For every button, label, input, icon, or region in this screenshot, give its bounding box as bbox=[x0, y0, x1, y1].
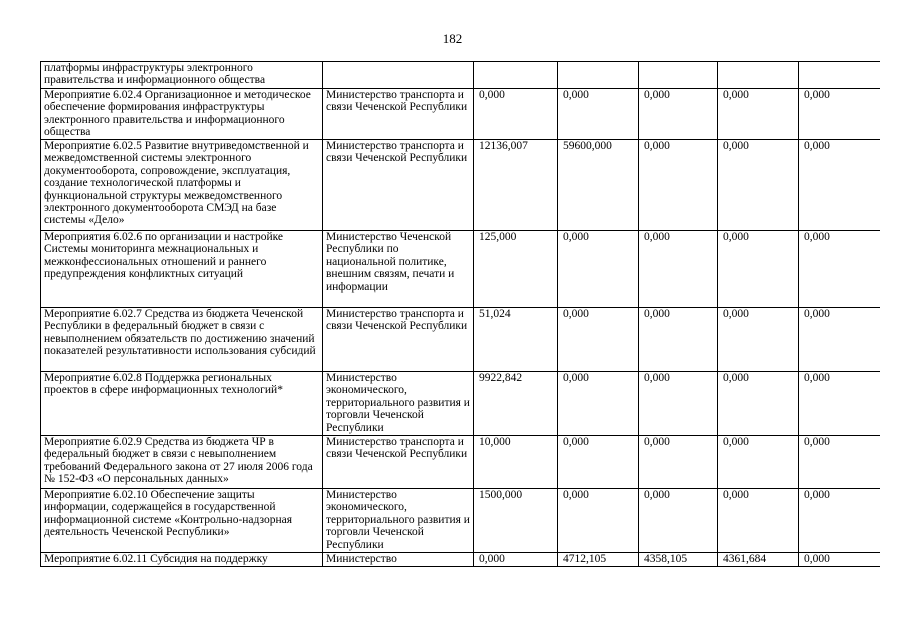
value-cell: 0,000 bbox=[474, 553, 558, 567]
table-row bbox=[41, 89, 881, 140]
value-cell: 0,000 bbox=[799, 553, 881, 567]
value-cell: 51,024 bbox=[474, 308, 558, 372]
value-cell: 59600,000 bbox=[558, 140, 639, 231]
value-cell: 4712,105 bbox=[558, 553, 639, 567]
activity-cell: Мероприятие 6.02.5 Развитие внутриведомственной и межведомственной системы электронного документооборота, сопровождение, эксплуатация, создание технологической платформы и функциональной структуры межведомственного электронного документооборота СМЭД на базе системы «Дело» bbox=[41, 140, 323, 231]
value-cell: 9922,842 bbox=[474, 372, 558, 436]
value-cell: 0,000 bbox=[474, 89, 558, 140]
value-cell: 125,000 bbox=[474, 231, 558, 308]
table-row bbox=[41, 553, 881, 567]
value-cell: 0,000 bbox=[718, 489, 799, 553]
value-cell bbox=[718, 62, 799, 89]
value-cell: 0,000 bbox=[799, 372, 881, 436]
value-cell: 0,000 bbox=[799, 489, 881, 553]
value-cell: 0,000 bbox=[799, 89, 881, 140]
value-cell bbox=[558, 62, 639, 89]
executor-cell: Министерство bbox=[323, 553, 474, 567]
activity-cell: Мероприятие 6.02.8 Поддержка региональных проектов в сфере информационных технологий* bbox=[41, 372, 323, 436]
value-cell bbox=[799, 62, 881, 89]
activity-cell: Мероприятия 6.02.6 по организации и настройке Системы мониторинга межнациональных и межконфессиональных отношений и раннего предупреждения конфликтных ситуаций bbox=[41, 231, 323, 308]
value-cell: 4361,684 bbox=[718, 553, 799, 567]
activity-cell: платформы инфраструктуры электронного правительства и информационного общества bbox=[41, 62, 323, 89]
value-cell: 0,000 bbox=[718, 372, 799, 436]
document-table-container bbox=[40, 61, 880, 569]
value-cell: 12136,007 bbox=[474, 140, 558, 231]
value-cell: 4358,105 bbox=[639, 553, 718, 567]
executor-cell: Министерство экономического, территориального развития и торговли Чеченской Республики bbox=[323, 489, 474, 553]
value-cell: 0,000 bbox=[799, 140, 881, 231]
value-cell: 0,000 bbox=[558, 489, 639, 553]
value-cell: 0,000 bbox=[718, 436, 799, 489]
activity-cell: Мероприятие 6.02.10 Обеспечение защиты информации, содержащейся в государственной информационной системе «Контрольно-надзорная деятельность Чеченской Республики» bbox=[41, 489, 323, 553]
value-cell: 0,000 bbox=[718, 140, 799, 231]
table-row bbox=[41, 308, 881, 372]
value-cell: 0,000 bbox=[639, 140, 718, 231]
executor-cell: Министерство транспорта и связи Чеченской Республики bbox=[323, 140, 474, 231]
activity-cell: Мероприятие 6.02.7 Средства из бюджета Чеченской Республики в федеральный бюджет в связи с невыполнением обязательств по достижению значений показателей результативности использования субсидий bbox=[41, 308, 323, 372]
table-row bbox=[41, 489, 881, 553]
value-cell: 0,000 bbox=[639, 489, 718, 553]
executor-cell: Министерство экономического, территориального развития и торговли Чеченской Республики bbox=[323, 372, 474, 436]
table-row bbox=[41, 372, 881, 436]
value-cell: 1500,000 bbox=[474, 489, 558, 553]
value-cell bbox=[639, 62, 718, 89]
value-cell: 0,000 bbox=[799, 436, 881, 489]
value-cell: 0,000 bbox=[718, 231, 799, 308]
executor-cell: Министерство транспорта и связи Чеченской Республики bbox=[323, 308, 474, 372]
value-cell: 0,000 bbox=[639, 372, 718, 436]
page-number: 182 bbox=[442, 31, 463, 46]
value-cell: 0,000 bbox=[718, 89, 799, 140]
value-cell: 0,000 bbox=[639, 89, 718, 140]
value-cell: 0,000 bbox=[558, 89, 639, 140]
value-cell bbox=[474, 62, 558, 89]
activity-cell: Мероприятие 6.02.4 Организационное и методическое обеспечение формирования инфраструктуры электронного правительства и информационного общества bbox=[41, 89, 323, 140]
value-cell: 0,000 bbox=[718, 308, 799, 372]
table-row bbox=[41, 436, 881, 489]
table-row bbox=[41, 140, 881, 231]
value-cell: 0,000 bbox=[799, 231, 881, 308]
executor-cell bbox=[323, 62, 474, 89]
executor-cell: Министерство транспорта и связи Чеченской Республики bbox=[323, 89, 474, 140]
table-row bbox=[41, 231, 881, 308]
value-cell: 10,000 bbox=[474, 436, 558, 489]
activity-cell: Мероприятие 6.02.11 Субсидия на поддержку bbox=[41, 553, 323, 567]
value-cell: 0,000 bbox=[558, 436, 639, 489]
table-row bbox=[41, 62, 881, 89]
value-cell: 0,000 bbox=[558, 308, 639, 372]
value-cell: 0,000 bbox=[639, 308, 718, 372]
executor-cell: Министерство транспорта и связи Чеченской Республики bbox=[323, 436, 474, 489]
budget-table bbox=[40, 61, 880, 567]
value-cell: 0,000 bbox=[558, 372, 639, 436]
value-cell: 0,000 bbox=[639, 231, 718, 308]
value-cell: 0,000 bbox=[639, 436, 718, 489]
activity-cell: Мероприятие 6.02.9 Средства из бюджета ЧР в федеральный бюджет в связи с невыполнением требований Федерального закона от 27 июля 2006 года № 152-ФЗ «О персональных данных» bbox=[41, 436, 323, 489]
value-cell: 0,000 bbox=[799, 308, 881, 372]
executor-cell: Министерство Чеченской Республики по национальной политике, внешним связям, печати и информации bbox=[323, 231, 474, 308]
value-cell: 0,000 bbox=[558, 231, 639, 308]
